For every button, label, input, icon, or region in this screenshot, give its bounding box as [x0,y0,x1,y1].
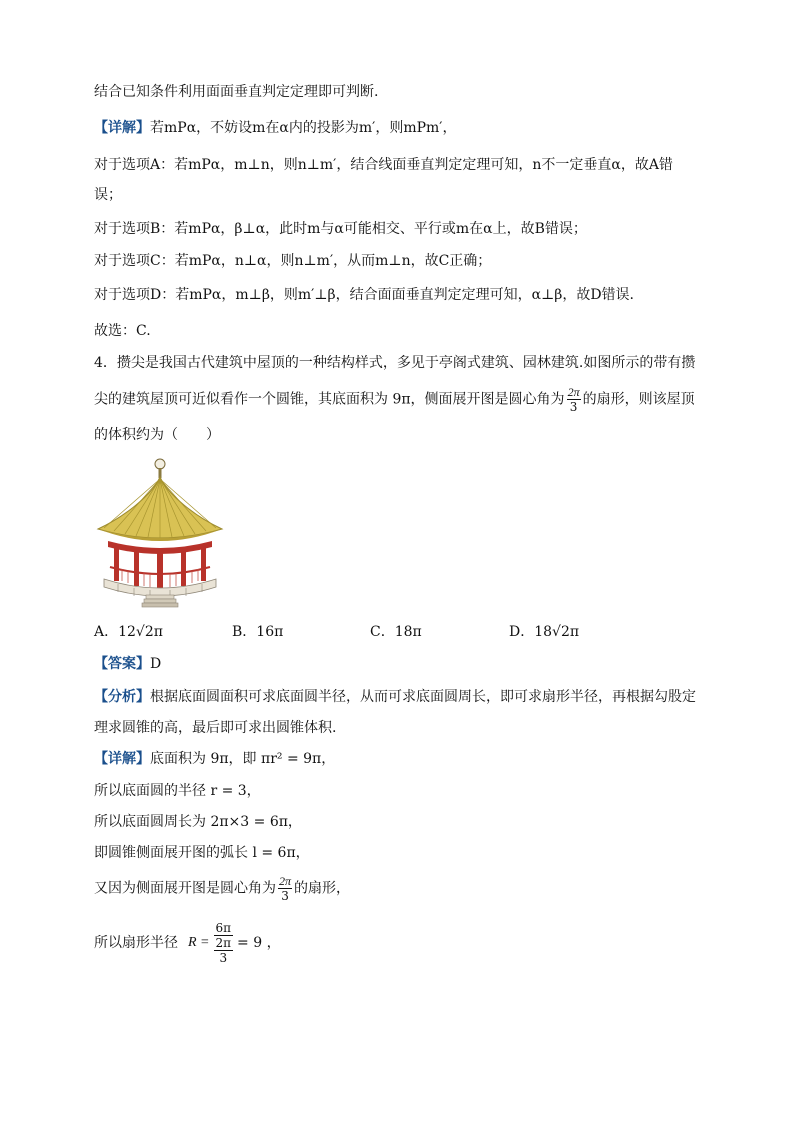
fraction-numerator: 6π [215,921,232,935]
detail-line [94,749,335,769]
text-line: 结合已知条件利用面面垂直判定定理即可判断. [94,84,379,100]
option-d: D．18√2π [509,624,580,640]
pavilion-illustration [94,455,226,610]
text-line [94,118,456,138]
detail-tag: 【详解】 [94,751,150,767]
text-span: 若mPα，不妨设m在α内的投影为m′，则mPm′， [150,120,457,136]
fraction-numerator: 2π [567,385,580,399]
text-line: 故选：C. [94,323,151,339]
option-a: A．12√2π [94,624,163,640]
text-span: 又因为侧面展开图是圆心角为 [94,880,276,897]
text-line: 对于选项D：若mPα，m⊥β，则m′⊥β，结合面面垂直判定定理可知，α⊥β，故D错误. [94,287,635,303]
fraction-denominator: 3 [569,400,578,414]
detail-line [94,874,350,903]
question-4-line: 4．攒尖是我国古代建筑中屋顶的一种结构样式，多见于亭阁式建筑、园林建筑.如图所示的带有攒 [94,355,696,371]
math-R: R = [188,935,210,950]
answer-line [94,654,161,674]
fraction-numerator: 2π [279,874,292,888]
detail-line [94,918,281,968]
text-line: 对于选项A：若mPα，m⊥n，则n⊥m′，结合线面垂直判定定理可知，n不一定垂直α，故A错 [94,157,673,173]
text-span: 底面积为 9π，即 πr² = 9π， [150,751,336,767]
detail-line: 所以底面圆的半径 r = 3， [94,783,261,799]
compound-fraction [214,921,234,965]
question-4-line [94,385,695,414]
text-line: 误； [94,187,122,203]
text-span: 所以扇形半径 [94,935,178,951]
section-tag: 【详解】 [94,120,150,136]
fraction [567,385,581,414]
text-span: 尖的建筑屋顶可近似看作一个圆锥，其底面积为 9π，侧面展开图是圆心角为 [94,391,565,408]
option-c: C．18π [370,624,422,640]
text-span: 根据底面圆面积可求底面圆半径，从而可求底面圆周长，即可求扇形半径，再根据勾股定 [150,689,696,705]
text-span: 的扇形， [294,880,351,897]
analysis-line: 理求圆锥的高，最后即可求出圆锥体积. [94,720,337,736]
answer-value: D [150,656,162,672]
text-line: 对于选项C：若mPα，n⊥α，则n⊥m′，从而m⊥n，故C正确； [94,253,492,269]
text-line: 对于选项B：若mPα，β⊥α，此时m与α可能相交、平行或m在α上，故B错误； [94,221,587,237]
text-span: 的扇形，则该屋顶 [582,391,695,408]
analysis-tag: 【分析】 [94,689,150,705]
fraction [278,874,292,903]
detail-line: 所以底面圆周长为 2π×3 = 6π， [94,814,302,830]
analysis-line [94,687,696,707]
question-4-line: 的体积约为（ ） [94,427,220,443]
answer-tag: 【答案】 [94,656,150,672]
text-span: = 9 ， [237,935,281,951]
detail-line: 即圆锥侧面展开图的弧长 l = 6π， [94,845,310,861]
fraction-inner-denominator: 3 [219,951,228,965]
fraction-denominator: 3 [281,889,289,903]
fraction-inner-numerator: 2π [215,936,232,950]
option-b: B．16π [232,624,284,640]
